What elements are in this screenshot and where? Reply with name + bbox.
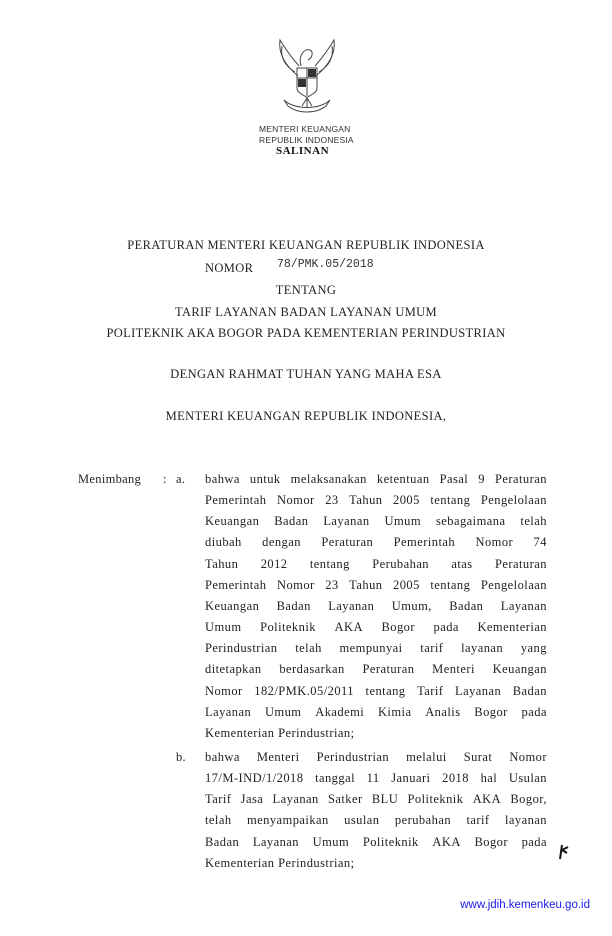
item-b-line: Badan Layanan Umum Politeknik AKA Bogor pada <box>205 834 547 849</box>
source-url-link[interactable]: www.jdih.kemenkeu.go.id <box>460 899 590 911</box>
considering-label: Menimbang <box>78 472 142 486</box>
item-b-marker: b. <box>176 750 186 764</box>
item-a-line: Nomor 182/PMK.05/2011 tentang Tarif Layanan Badan <box>205 683 547 698</box>
ministry-line-2: REPUBLIK INDONESIA <box>259 135 354 145</box>
considering-colon: : <box>163 472 167 486</box>
item-a-line: Umum Politeknik AKA Bogor pada Kementerian <box>205 620 547 635</box>
item-b-line: 17/M-IND/1/2018 tanggal 11 Januari 2018 hal Usulan <box>205 771 547 786</box>
item-a-marker: a. <box>176 472 186 486</box>
item-a-line: Layanan Umum Akademi Kimia Analis Bogor pada <box>205 704 547 719</box>
item-a-line: ditetapkan berdasarkan Peraturan Menteri Keuangan <box>205 662 547 677</box>
item-b-line: bahwa Menteri Perindustrian melalui Surat Nomor <box>205 750 547 764</box>
subject-line-2: POLITEKNIK AKA BOGOR PADA KEMENTERIAN PERINDUSTRIAN <box>106 326 506 340</box>
item-a-line: Tahun 2012 tentang Perubahan atas Peraturan <box>205 556 547 571</box>
item-a-line: Pemerintah Nomor 23 Tahun 2005 tentang Pengelolaan <box>205 493 547 508</box>
number-value: 78/PMK.05/2018 <box>277 258 374 271</box>
item-b-line: Tarif Jasa Layanan Satker BLU Politeknik AKA Bogor, <box>205 792 547 807</box>
number-label: NOMOR <box>205 261 254 275</box>
item-a-line: bahwa untuk melaksanakan ketentuan Pasal 9 Peraturan <box>205 472 547 486</box>
regulation-title: PERATURAN MENTERI KEUANGAN REPUBLIK INDONESIA <box>127 238 485 252</box>
item-a-line: Perindustrian telah mempunyai tarif layanan yang <box>205 641 547 656</box>
garuda-emblem-icon <box>268 36 346 122</box>
item-a-line: Pemerintah Nomor 23 Tahun 2005 tentang Pengelolaan <box>205 577 547 592</box>
ministry-line-1: MENTERI KEUANGAN <box>259 124 351 134</box>
item-a-line: Keuangan Badan Layanan Umum, Badan Layanan <box>205 598 547 613</box>
paraf-mark-icon <box>556 842 570 860</box>
item-b-line: telah menyampaikan usulan perubahan tarif layanan <box>205 813 547 828</box>
item-a-line: diubah dengan Peraturan Pemerintah Nomor 74 <box>205 535 547 550</box>
authority: MENTERI KEUANGAN REPUBLIK INDONESIA, <box>165 409 447 423</box>
subject-line-1: TARIF LAYANAN BADAN LAYANAN UMUM <box>174 305 438 319</box>
item-a-line: Keuangan Badan Layanan Umum sebagaimana telah <box>205 514 547 529</box>
copy-label: SALINAN <box>276 145 330 157</box>
item-b-line: Kementerian Perindustrian; <box>205 855 355 870</box>
invocation: DENGAN RAHMAT TUHAN YANG MAHA ESA <box>170 367 442 381</box>
item-a-line: Kementerian Perindustrian; <box>205 725 355 740</box>
about-label: TENTANG <box>275 283 337 297</box>
